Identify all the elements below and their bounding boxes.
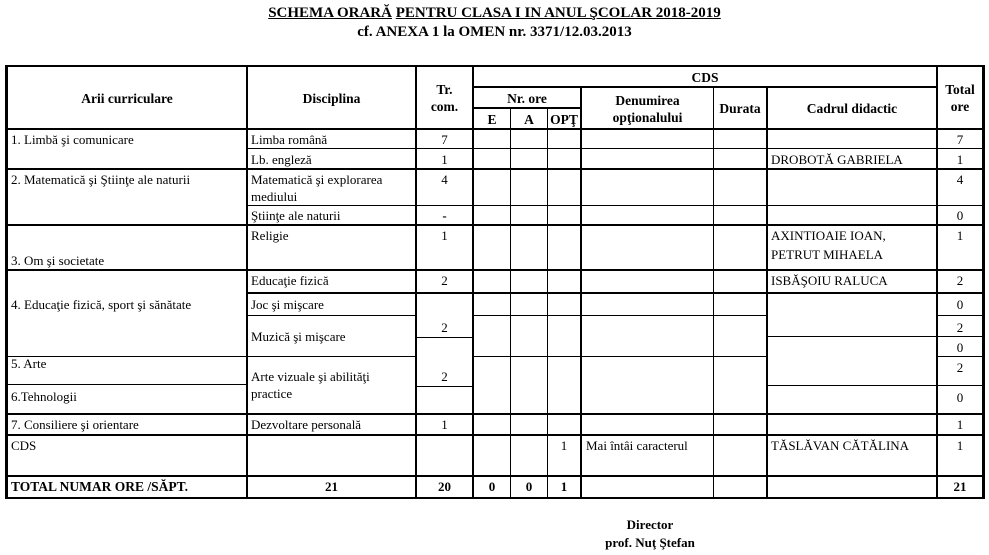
total-ore-value: 0 — [956, 208, 964, 223]
discipline-stiinte: Ştiinţe ale naturii — [251, 208, 341, 223]
cds-opt-value: 1 — [560, 438, 568, 453]
area-cds: CDS — [11, 438, 37, 453]
total-ore-value: 4 — [956, 172, 964, 187]
trcom-value: 2 — [441, 273, 448, 288]
divider — [247, 292, 984, 294]
divider — [247, 205, 984, 206]
area-limba-comunicare: 1. Limbă şi comunicare — [11, 132, 134, 147]
header-a: A — [524, 111, 534, 127]
total-e-value: 0 — [488, 479, 496, 494]
total-trcom-value: 20 — [438, 479, 451, 494]
total-a-value: 0 — [525, 479, 533, 494]
total-disciplina-value: 21 — [325, 479, 338, 494]
discipline-religie: Religie — [251, 228, 289, 243]
trcom-value: 2 — [441, 369, 448, 384]
divider — [6, 224, 984, 226]
header-cds: CDS — [691, 69, 719, 85]
area-matematica-stiinte: 2. Matematică şi Ştiinţe ale naturii — [11, 172, 191, 187]
signature-name: prof. Nuţ Ştefan — [605, 535, 695, 550]
divider — [473, 315, 767, 316]
divider — [247, 148, 984, 149]
area-arte: 5. Arte — [11, 356, 47, 371]
divider — [416, 337, 473, 338]
total-ore-value: 2 — [956, 273, 964, 288]
trcom-value: 1 — [441, 417, 448, 432]
teacher-name: ISBĂŞOIU RALUCA — [771, 273, 888, 288]
header-nr-ore: Nr. ore — [507, 90, 547, 106]
divider — [767, 336, 984, 337]
header-opt: OPŢ — [550, 111, 578, 127]
divider — [247, 315, 416, 316]
discipline-arte-vizuale: Arte vizuale şi abilităţi practice — [251, 369, 370, 401]
total-ore-value: 0 — [956, 390, 964, 405]
discipline-limba-romana: Limba română — [251, 132, 328, 147]
area-om-societate: 3. Om şi societate — [11, 253, 105, 268]
document-title — [0, 5, 989, 22]
divider — [247, 356, 416, 357]
divider — [6, 475, 984, 477]
trcom-value: - — [442, 208, 447, 223]
total-ore-value: 0 — [956, 340, 964, 355]
divider — [473, 356, 767, 357]
header-durata: Durata — [719, 101, 761, 116]
divider — [416, 386, 473, 387]
trcom-value: 1 — [441, 152, 448, 167]
divider — [6, 168, 984, 170]
header-tr-com-line2: com. — [430, 99, 459, 114]
table-border-bottom — [6, 497, 984, 499]
header-e: E — [487, 111, 497, 127]
header-cadrul-didactic: Cadrul didactic — [806, 101, 898, 116]
trcom-value: 7 — [441, 132, 448, 147]
divider — [6, 413, 984, 415]
total-ore-value: 1 — [956, 417, 964, 432]
area-educatie-fizica: 4. Educaţie fizică, sport şi sănătate — [11, 297, 192, 312]
cds-optional-name: Mai întâi caracterul — [586, 438, 688, 453]
total-ore-value: 2 — [956, 360, 964, 375]
header-disciplina: Disciplina — [302, 90, 361, 106]
teacher-name: AXINTIOAIE IOAN, — [771, 228, 886, 243]
area-consiliere: 7. Consiliere şi orientare — [11, 417, 139, 432]
divider — [6, 269, 984, 271]
trcom-value: 2 — [441, 320, 448, 335]
total-row-label: TOTAL NUMAR ORE /SĂPT. — [11, 479, 189, 494]
trcom-value: 4 — [441, 172, 448, 187]
teacher-name: DROBOTĂ GABRIELA — [771, 152, 903, 167]
divider — [937, 315, 984, 316]
total-ore-value: 1 — [956, 228, 964, 243]
header-tr-com-line1: Tr. — [436, 82, 453, 97]
discipline-lb-engleza: Lb. engleză — [251, 152, 312, 167]
discipline-matematica: Matematică şi explorarea mediului — [251, 172, 383, 204]
area-tehnologii: 6.Tehnologii — [11, 389, 77, 404]
total-ore-value: 0 — [956, 297, 964, 312]
header-denumirea — [582, 88, 713, 129]
header-arii-curriculare: Arii curriculare — [81, 90, 173, 106]
header-total-line2: ore — [950, 99, 970, 114]
discipline-joc-miscare: Joc şi mişcare — [251, 297, 324, 312]
teacher-name: PETRUT MIHAELA — [771, 247, 884, 262]
discipline-dezvoltare-personala: Dezvoltare personală — [251, 417, 362, 432]
document-subtitle: cf. ANEXA 1 la OMEN nr. 3371/12.03.2013 — [357, 24, 632, 40]
divider — [510, 107, 511, 499]
trcom-value: 1 — [441, 228, 448, 243]
header-denumirea-line2: opţionalului — [612, 109, 683, 125]
divider — [937, 385, 984, 386]
header-total-line1: Total — [945, 82, 975, 97]
header-tr-com — [417, 67, 472, 129]
teacher-name: TĂSLĂVAN CĂTĂLINA — [771, 438, 910, 453]
grand-total-value: 21 — [953, 479, 967, 494]
signature-role: Director — [626, 517, 674, 532]
divider — [767, 385, 937, 386]
total-opt-value: 1 — [560, 479, 568, 494]
total-ore-value: 7 — [956, 132, 964, 147]
divider — [6, 434, 984, 436]
divider — [937, 356, 984, 357]
discipline-muzica-miscare: Muzică şi mişcare — [251, 329, 346, 344]
divider — [6, 384, 247, 385]
total-ore-value: 2 — [956, 320, 964, 335]
header-total-ore — [938, 67, 982, 129]
header-denumirea-line1: Denumirea — [615, 92, 680, 108]
total-ore-value: 1 — [956, 438, 964, 453]
discipline-educatie-fizica: Educaţie fizică — [251, 273, 329, 288]
total-ore-value: 1 — [956, 152, 964, 167]
title-part-2: PENTRU CLASA I IN ANUL ŞCOLAR 2018-2019 — [395, 5, 721, 21]
title-part-1: SCHEMA ORARĂ — [268, 5, 392, 21]
